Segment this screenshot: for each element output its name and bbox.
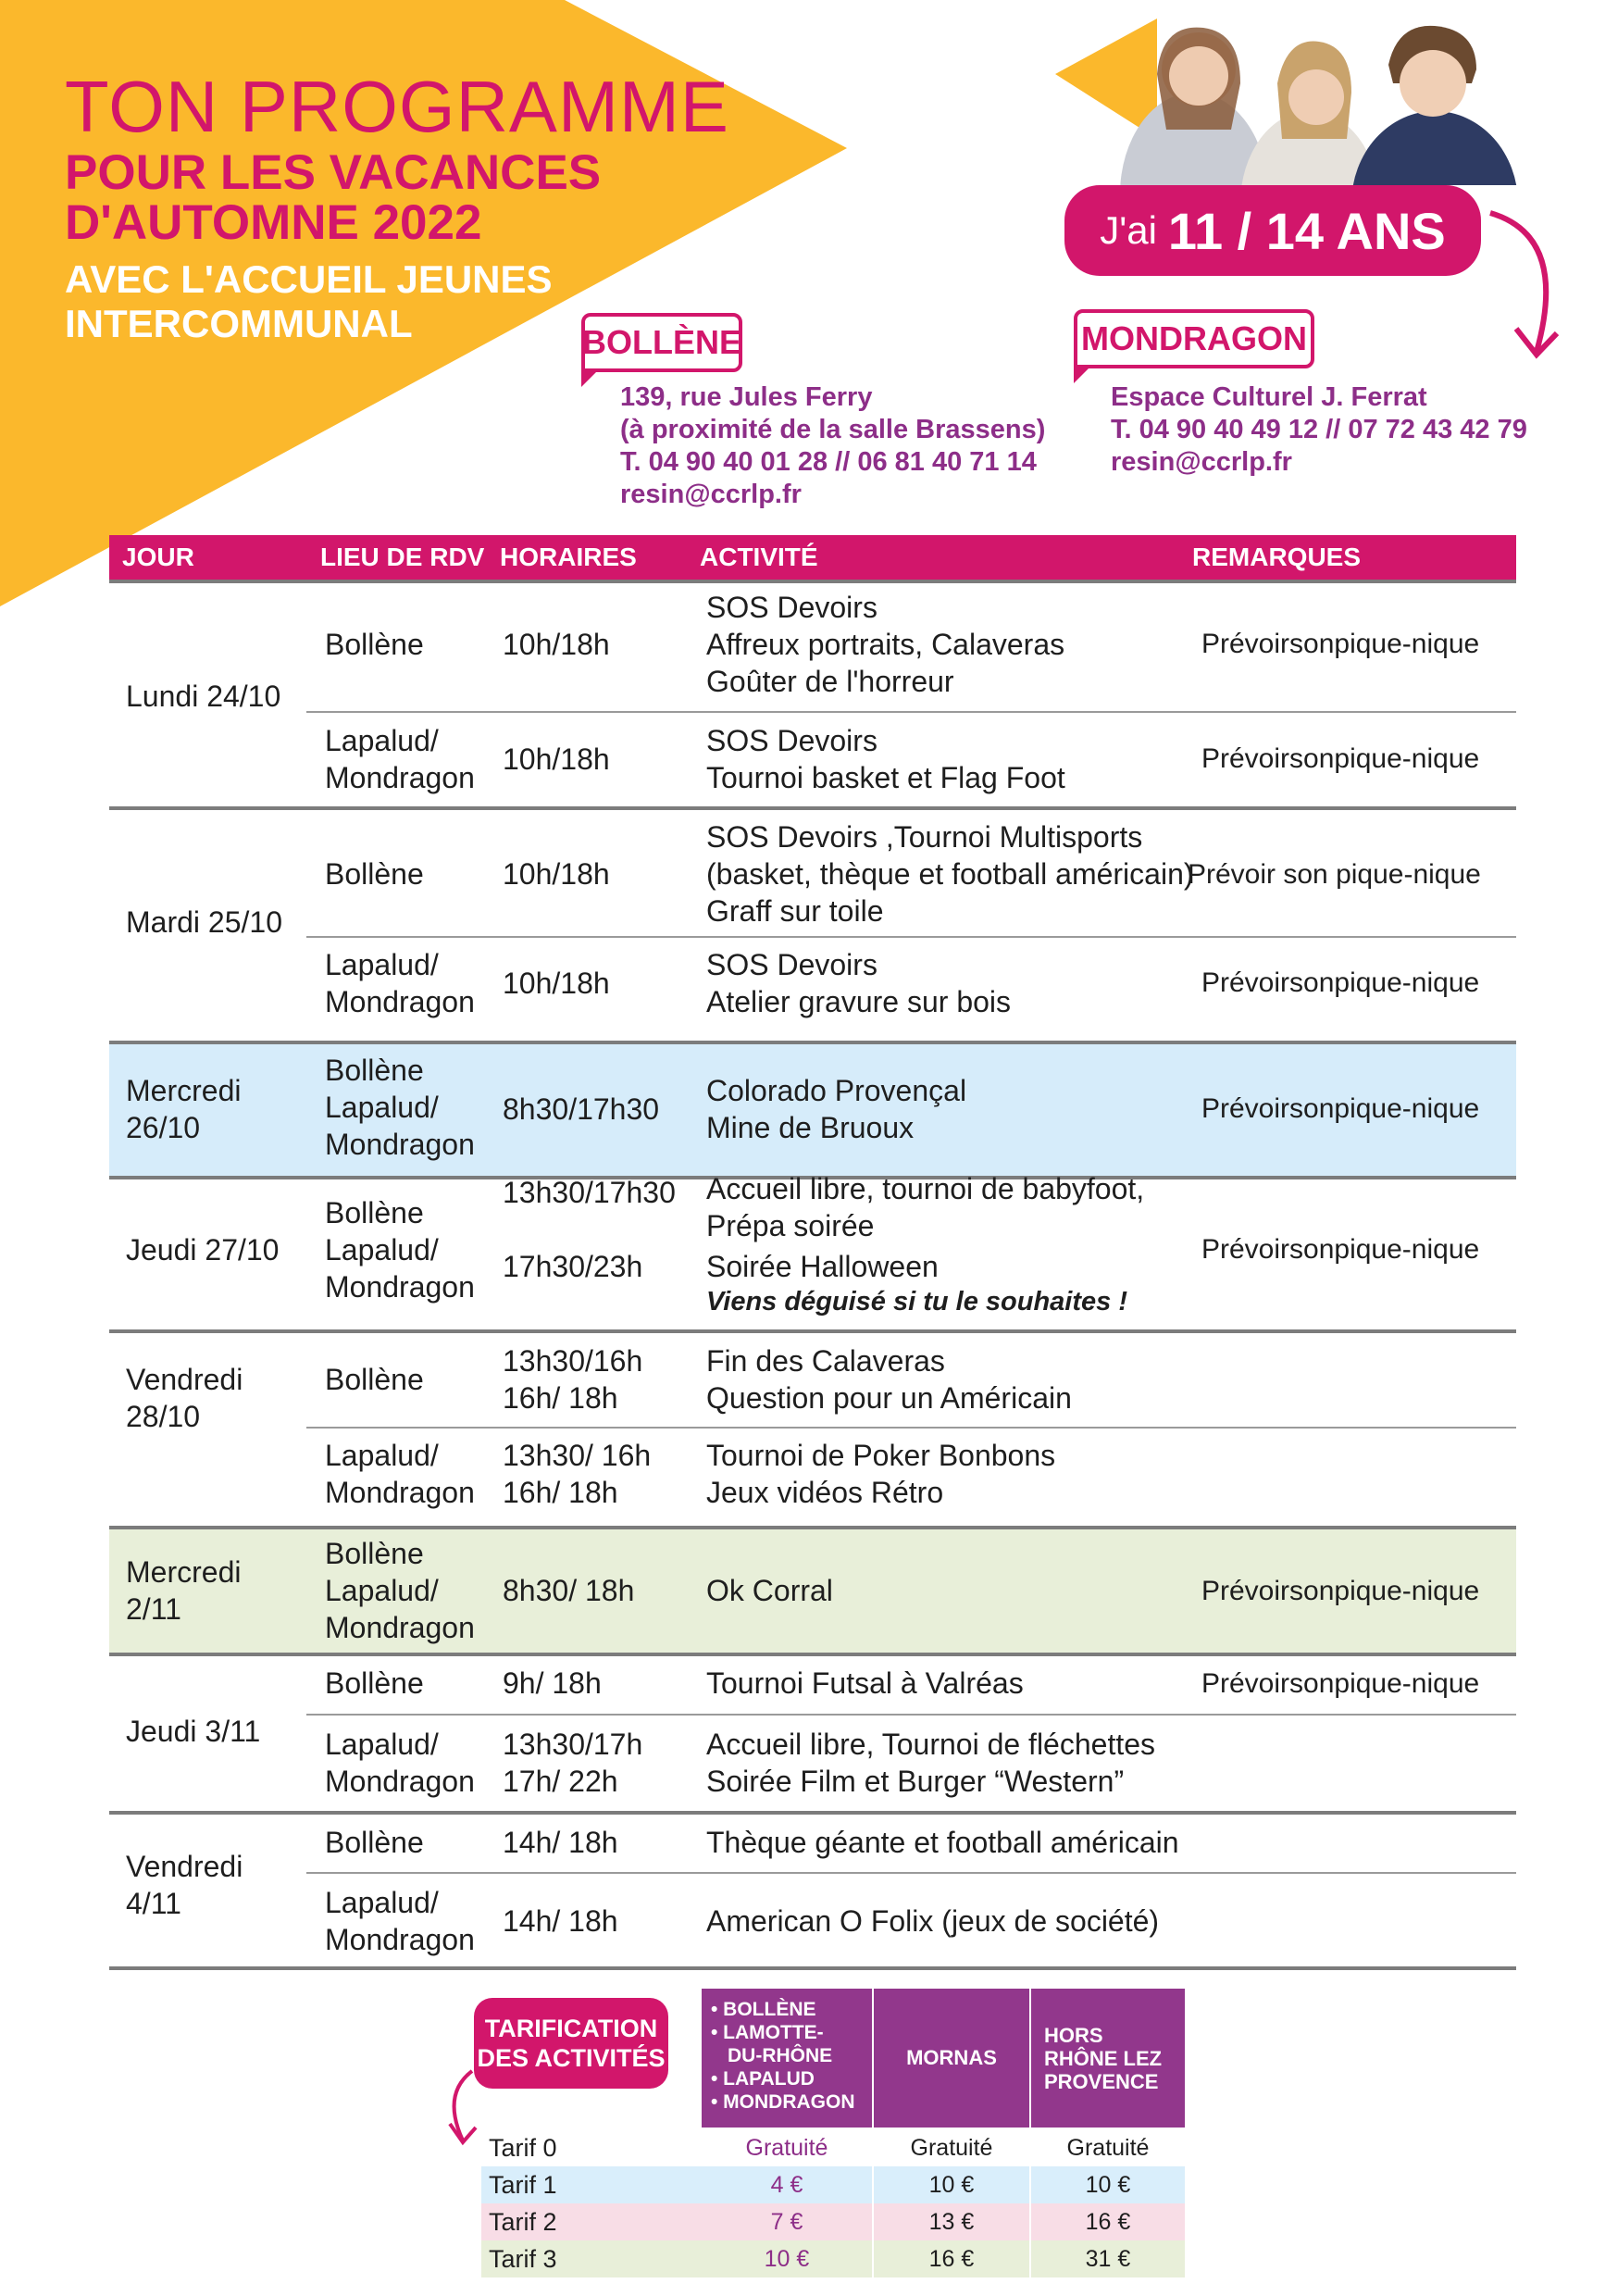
row-separator	[109, 1526, 1516, 1529]
lieu-cell: Bollène	[325, 1826, 424, 1859]
page-title: TON PROGRAMME	[65, 66, 729, 147]
lieu-cell: Lapalud/ Mondragon	[325, 1439, 475, 1509]
header-lieu: LIEU DE RDV	[320, 543, 485, 571]
header-horaires: HORAIRES	[500, 543, 637, 571]
tarif-divider	[872, 2129, 874, 2277]
location-tag-bollene: BOLLÈNE	[581, 313, 742, 372]
lieu-cell: Lapalud/ Mondragon	[325, 948, 475, 1018]
horaires-cell: 17h30/23h	[503, 1250, 643, 1283]
tarif-row: Tarif 1 4 € 10 € 10 €	[481, 2166, 1185, 2203]
activity-cell: SOS Devoirs Atelier gravure sur bois	[706, 948, 1012, 1018]
sub-row-separator	[306, 1427, 1516, 1429]
lieu-cell: Bollène Lapalud/ Mondragon	[325, 1537, 475, 1644]
activity-cell: Accueil libre, Tournoi de fléchettes Soirée Film et Burger “Western”	[706, 1728, 1156, 1798]
horaires-cell: 10h/18h	[503, 857, 610, 891]
remarque-cell: Prévoirsonpique-nique	[1201, 629, 1480, 659]
day-label: Vendredi 4/11	[126, 1850, 243, 1920]
horaires-cell: 8h30/ 18h	[503, 1574, 635, 1607]
table-header	[109, 535, 1516, 580]
horaires-cell: 10h/18h	[503, 628, 610, 661]
header-jour: JOUR	[122, 543, 194, 571]
horaires-cell: 8h30/17h30	[503, 1092, 660, 1126]
organizer-title: AVEC L'ACCUEIL JEUNES INTERCOMMUNAL	[65, 257, 553, 345]
curved-arrow-icon	[1481, 199, 1583, 375]
tarif-col-hors: HORS RHÔNE LEZ PROVENCE	[1031, 1989, 1185, 2128]
horaires-cell: 13h30/16h 16h/ 18h	[503, 1344, 643, 1415]
day-label: Mardi 25/10	[126, 905, 282, 939]
day-label: Mercredi 26/10	[126, 1074, 242, 1144]
activity-cell: Soirée Halloween	[706, 1250, 939, 1283]
tarif-row: Tarif 2 7 € 13 € 16 €	[481, 2203, 1185, 2240]
horaires-cell: 9h/ 18h	[503, 1666, 602, 1700]
address-mondragon: Espace Culturel J. Ferrat T. 04 90 40 49 12 // 07 72 43 42 79 resin@ccrlp.fr	[1111, 382, 1527, 477]
horaires-cell: 13h30/17h30	[503, 1176, 676, 1209]
activity-cell: SOS Devoirs Affreux portraits, Calaveras Goûter de l'horreur	[706, 591, 1065, 698]
row-separator	[109, 806, 1516, 810]
activity-cell: Tournoi Futsal à Valréas	[706, 1666, 1024, 1700]
horaires-cell: 14h/ 18h	[503, 1904, 618, 1938]
horaires-cell: 13h30/17h 17h/ 22h	[503, 1728, 643, 1798]
horaires-cell: 10h/18h	[503, 967, 610, 1000]
remarque-cell: Prévoirsonpique-nique	[1201, 1576, 1480, 1606]
teenagers-photo	[1055, 19, 1518, 185]
sub-row-separator	[306, 1872, 1516, 1874]
row-separator	[109, 580, 1516, 583]
tarif-row: Tarif 0 Gratuité Gratuité Gratuité	[481, 2129, 1185, 2166]
remarque-cell: Prévoirsonpique-nique	[1201, 1668, 1480, 1699]
tarif-col-zone1: • BOLLÈNE • LAMOTTE- DU-RHÔNE • LAPALUD • MONDRAGON	[702, 1989, 872, 2128]
remarque-cell: Prévoirsonpique-nique	[1201, 1234, 1480, 1265]
lieu-cell: Bollène Lapalud/ Mondragon	[325, 1196, 475, 1304]
activity-cell: Thèque géante et football américain	[706, 1826, 1179, 1859]
row-separator	[109, 1329, 1516, 1333]
sub-row-separator	[306, 936, 1516, 938]
tarif-row: Tarif 3 10 € 16 € 31 €	[481, 2240, 1185, 2277]
activity-cell: Fin des Calaveras Question pour un Américain	[706, 1344, 1072, 1415]
activity-note: Viens déguisé si tu le souhaites !	[706, 1287, 1127, 1316]
address-bollene: 139, rue Jules Ferry (à proximité de la salle Brassens) T. 04 90 40 01 28 // 06 81 40 71 14 resin@ccrlp.fr	[620, 382, 1046, 509]
lieu-cell: Bollène	[325, 628, 424, 661]
age-badge: J'ai 11 / 14 ANS	[1064, 185, 1481, 276]
activity-cell: Accueil libre, tournoi de babyfoot, Prépa soirée	[706, 1172, 1145, 1242]
remarque-cell: Prévoir son pique-nique	[1188, 859, 1481, 890]
remarque-cell: Prévoirsonpique-nique	[1201, 1093, 1480, 1124]
activity-cell: Ok Corral	[706, 1574, 833, 1607]
lieu-cell: Lapalud/ Mondragon	[325, 1728, 475, 1798]
activity-cell: American O Folix (jeux de société)	[706, 1904, 1160, 1938]
horaires-cell: 14h/ 18h	[503, 1826, 618, 1859]
location-tag-mondragon: MONDRAGON	[1074, 309, 1314, 368]
lieu-cell: Lapalud/ Mondragon	[325, 724, 475, 794]
row-separator	[109, 1653, 1516, 1656]
day-label: Jeudi 27/10	[126, 1233, 280, 1267]
day-label: Jeudi 3/11	[126, 1715, 261, 1748]
row-separator	[109, 1041, 1516, 1044]
activity-cell: Colorado Provençal Mine de Bruoux	[706, 1074, 967, 1144]
activity-cell: Tournoi de Poker Bonbons Jeux vidéos Rétro	[706, 1439, 1056, 1509]
sub-row-separator	[306, 711, 1516, 713]
row-separator	[109, 1811, 1516, 1815]
tarif-col-mornas: MORNAS	[874, 1989, 1029, 2128]
header-remarques: REMARQUES	[1192, 543, 1362, 571]
sub-row-separator	[306, 1714, 1516, 1716]
lieu-cell: Lapalud/ Mondragon	[325, 1886, 475, 1956]
lieu-cell: Bollène	[325, 1363, 424, 1396]
lieu-cell: Bollène Lapalud/ Mondragon	[325, 1054, 475, 1161]
tarification-label: TARIFICATION DES ACTIVITÉS	[474, 1998, 668, 2089]
header-activite: ACTIVITÉ	[700, 543, 818, 571]
horaires-cell: 13h30/ 16h 16h/ 18h	[503, 1439, 652, 1509]
activity-cell: SOS Devoirs Tournoi basket et Flag Foot	[706, 724, 1065, 794]
day-label: Lundi 24/10	[126, 680, 281, 713]
page-subtitle: POUR LES VACANCES D'AUTOMNE 2022	[65, 145, 602, 250]
day-label: Vendredi 28/10	[126, 1363, 243, 1433]
remarque-cell: Prévoirsonpique-nique	[1201, 743, 1480, 774]
lieu-cell: Bollène	[325, 1666, 424, 1700]
activity-cell: SOS Devoirs ,Tournoi Multisports (basket, thèque et football américain) Graff sur toile	[706, 820, 1194, 928]
day-label: Mercredi 2/11	[126, 1555, 242, 1626]
tarif-divider	[1029, 2129, 1031, 2277]
horaires-cell: 10h/18h	[503, 742, 610, 776]
lieu-cell: Bollène	[325, 857, 424, 891]
remarque-cell: Prévoirsonpique-nique	[1201, 967, 1480, 998]
row-separator	[109, 1966, 1516, 1970]
